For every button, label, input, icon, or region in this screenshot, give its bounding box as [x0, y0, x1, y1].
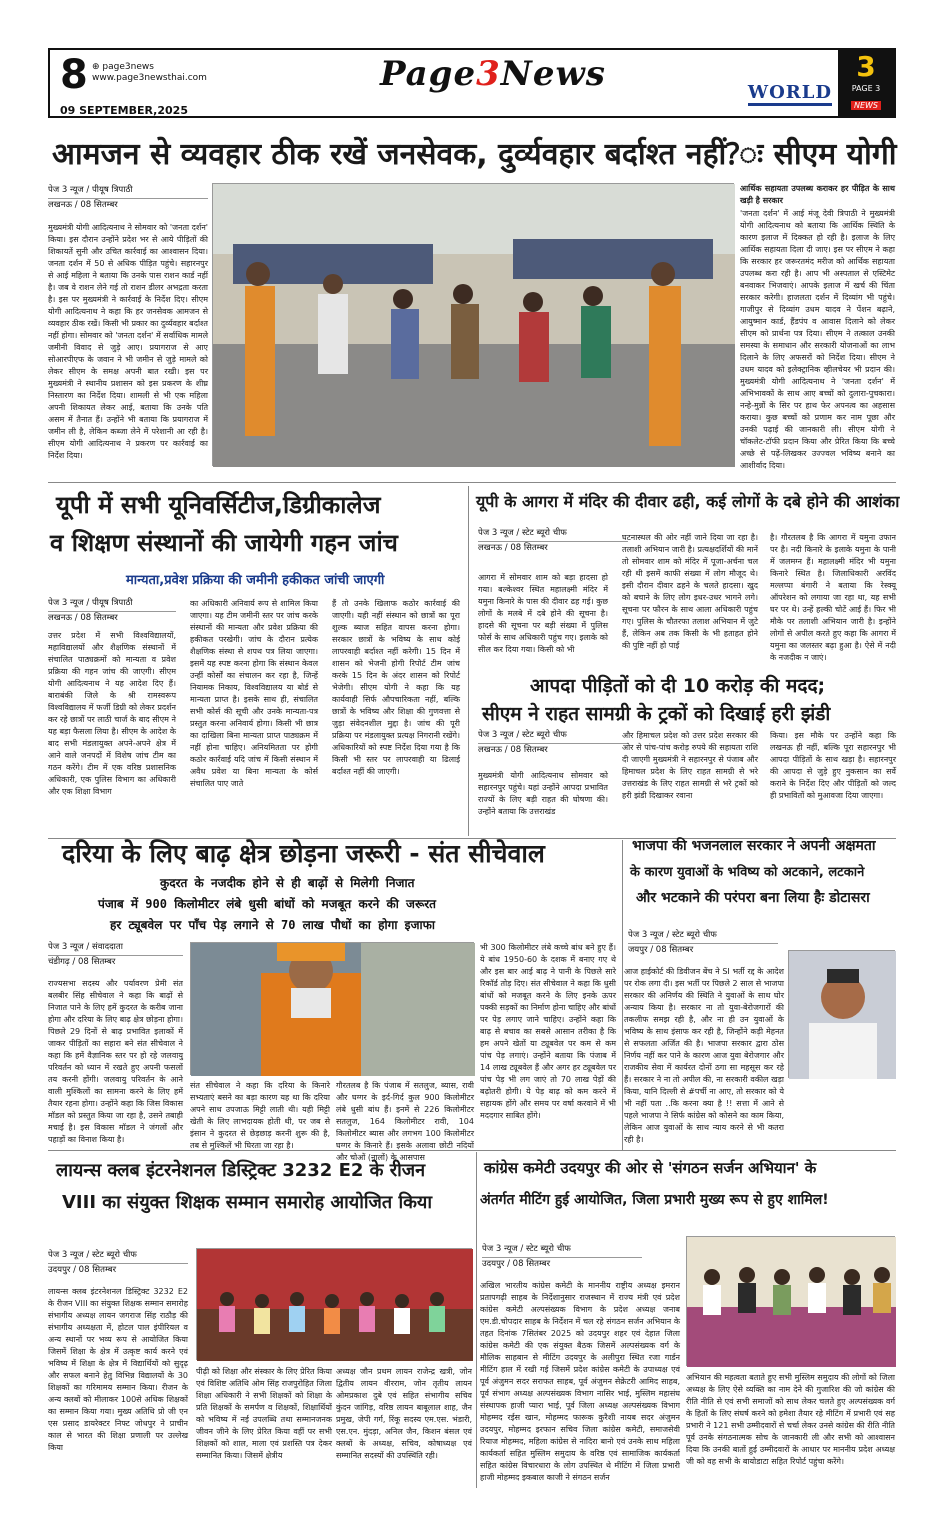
social-handle[interactable]: page3news — [102, 62, 154, 72]
story8-headline-2: अंतर्गत मीटिंग हुई आयोजित, जिला प्रभारी मुख्य रूप से हुए शामिल! — [480, 1192, 829, 1208]
story5-byline: पेज 3 न्यूज / संवाददाता चंडीगढ़ / 08 सितम्बर — [48, 942, 183, 968]
page-number: 8 — [60, 52, 88, 98]
column-divider — [476, 1152, 477, 1488]
story7-photo — [196, 1248, 472, 1360]
story5-col4: भी 300 किलोमीटर लंबे कच्चे बांध बने हुए हैं। ये बांध 1950-60 के दशक में बनाए गए थे और इस बार आई बाढ़ ने पानी के पिछले सारे रिकॉर्ड तोड़ दिए। संत सीचेवाल ने कहा कि धुसी बांधों को मजबूत करने के लिए इनके ऊपर पक्की सड़कों का निर्माण होना चाहिए और बांधों पर पेड़ लगाए जाने चाहिए। उन्होंने कहा कि बाढ़ से बचाव का सबसे आसान तरीका है कि हम अपने खेतों या ट्यूबवेल पर कम से कम पांच पेड़ लगाएं। उन्होंने बताया कि पंजाब में 14 लाख ट्यूबवेल हैं और अगर हर ट्यूबवेल पर पांच पेड़ भी लग जाएं तो 70 लाख पेड़ों की बढ़ोतरी होगी। ये पेड़ बाढ़ को कम करने में सहायक होंगे और समय पर वर्षा करवाने में भी मददगार साबित होंगे। — [480, 943, 617, 1120]
story5-col1: राज्यसभा सदस्य और पर्यावरण प्रेमी संत बलबीर सिंह सीचेवाल ने कहा कि बाढ़ों से निजात पाने के लिए हमें कुदरत के करीब जाना होगा और दरिया के लिए बाढ़ क्षेत्र छोड़ना होगा। पिछले 29 दिनों से बाढ़ प्रभावित इलाकों में जाकर पीड़ितों का सहारा बने संत सीचेवाल ने कहा कि हमें वैज्ञानिक स्तर पर हो रहे जलवायु परिवर्तन को ध्यान में रखते हुए अपनी फसलों तय करनी होंगी। जलवायु परिवर्तन के आने वाली मुश्किलों का सामना करने के लिए हमें तैयार रहना होगा। उन्होंने कहा कि जिस विकास मॉडल को प्रस्तुत किया जा रहा है, उसने तबाही मचाई है। इस विकास मॉडल ने जंगलों और पहाड़ों का विनाश किया है। — [48, 979, 183, 1144]
story1-body-left: मुख्यमंत्री योगी आदित्यनाथ ने सोमवार को 'जनता दर्शन' किया। इस दौरान उन्होंने प्रदेश भर से आये पीड़ितों की शिकायतें सुनी और उचित कार्रवाई का आश्वासन दिया। जनता दर्शन में 50 से अधिक पीड़ित पहुंचे। सहारनपुर से आई महिला ने बताया कि उनके पास राशन कार्ड नहीं है। जब वे राशन लेने गई तो राशन डीलर अभद्रता करता है। इस पर मुख्यमंत्री ने कार्रवाई के निर्देश दिए। सीएम योगी आदित्यनाथ ने कहा कि हर जनसेवक आमजन से व्यवहार ठीक रखें। किसी भी प्रकार का दुर्व्यवहार बर्दाश्त नहीं होगा। सोमवार को 'जनता दर्शन' में सर्वाधिक मामले जमीनी विवाद से जुड़े आए। प्रयागराज से आए सोआरपीएफ के जवान ने भी जमीन से जुड़े मामले को लेकर सीएम के समक्ष अपनी बात रखी। इस पर मुख्यमंत्री ने स्थानीय प्रशासन को इस प्रकरण के शीघ्र निस्तारण का निर्देश दिया। शामली से भी एक महिला अपनी शिकायत लेकर आई, बताया कि उनके पति असम में तैनात हैं। उन्होंने भी बताया कि प्रयागराज में जमीन ली है, लेकिन कब्जा लेने में परेशानी आ रही है। सीएम योगी आदित्यनाथ ने प्रकरण पर कार्रवाई का निर्देश दिया। — [48, 223, 208, 460]
story3-col2: घटनास्थल की ओर नहीं जाने दिया जा रहा है। तलाशी अभियान जारी है। प्रत्यक्षदर्शियों की मानें तो सोमवार शाम को मंदिर में पूजा-अर्चना चल रही थी इसमें काफी संख्या में लोग मौजूद थे। इसी दौरान दीवार ढहने के चलते हादसा। खुद को बचाने के लिए लोग इधर-उधर भागने लगे। सूचना पर फौरन के साथ आला अधिकारी पहुंच गए। पुलिस के चौतरफा तलाश अभियान में जुटे हैं, लेकिन अब तक किसी के भी हताहत होने की पुष्टि नहीं हो पाई — [622, 533, 758, 650]
story7-col2: पीढ़ी को शिक्षा और संस्कार के लिए प्रेरित किया एवं विशिष्ट अतिथि ओम सिंह राजपुरोहित जिला शिक्षा अधिकारी ने सभी शिक्षकों को शिक्षा के प्रति शिक्षकों के समर्पण व शिक्षकों, शिक्षार्थियों को भविष्य में नई उपलब्धि तथा सम्मानजनक जीवन जीने के लिए प्रेरित किया वहीं पर सभी शिक्षकों को शाल, माला एवं प्रशस्ति पत्र देकर सम्मानित किया। जिसमें क्षेत्रीय — [196, 1367, 332, 1460]
story1-right-intro: आर्थिक सहायता उपलब्ध कराकर हर पीड़ित के साथ खड़ी है सरकार — [740, 184, 895, 205]
story7-col1: लायन्स क्लब इंटरनेशनल डिस्ट्रिक्ट 3232 E2 के रीजन VIII का संयुक्त शिक्षक सम्मान समारोह संभागीय अध्यक्ष लायन जगराज सिंह राठौड़ की संभागीय अध्यक्षता में, होटल पाल इंपीरियल व अन्य स्थानों पर भव्य रूप से आयोजित किया जिसमें शिक्षा के क्षेत्र में उत्कृष्ट कार्य करने एवं भविष्य में शिक्षा के क्षेत्र में विद्यार्थियों को सुदृढ़ और सफल बनाने हेतु विभिन्न विद्यालयों के 30 शिक्षकों का गरिमामय सम्मान किया। रीजन के अन्य क्लबों को मीलाकर 100से अधिक शिक्षकों का सम्मान किया गया। मुख्य अतिथि प्रो जी एन एस प्रसाद डायरेक्टर निफ्ट जोधपुर ने प्राचीन काल से भारत की शिक्षा प्रणाली पर उल्लेख किया — [48, 1287, 188, 1452]
story3-headline: यूपी के आगरा में मंदिर की दीवार ढही, कई लोगों के दबे होने की आशंका — [476, 492, 900, 511]
story1-photo — [212, 183, 734, 466]
story6-byline: पेज 3 न्यूज / स्टेट ब्यूरो चीफ जयपुर / 08 सितम्बर — [628, 930, 778, 956]
story2-subhead: मान्यता,प्रवेश प्रक्रिया की जमीनी हकीकत जांची जाएगी — [126, 573, 385, 588]
story5-col2: संत सीचेवाल ने कहा कि दरिया के किनारे सभ्यताएं बसने का बड़ा कारण यह था कि दरिया अपने साथ उपजाऊ मिट्टी लाती थी। यही मिट्टी खेती के लिए लाभदायक होती थी, पर जब से इंसान ने कुदरत से छेड़छाड़ करनी शुरू की है, तब से मुश्किलें भी घिरता जा रहा है। — [190, 1081, 330, 1150]
story8-col2: अभियान की महत्वता बताते हुए सभी मुस्लिम समुदाय की लोगों को जिला अध्यक्ष के लिए ऐसे व्यक्ति का नाम देने की गुजारिश की जो कांग्रेस की रीति नीति से एवं सभी समाजों को साथ लेकर चलते हुए अल्पसंख्यक वर्ग के हितों के लिए संघर्ष करने को हमेशा तैयार रहे मीटिंग में प्रभारी एवं सह प्रभारी ने 121 सभी उम्मीदवारों से चर्चा लेकर उनसे कांग्रेस की रीति नीति पूर्व उनके संगठनात्मक सोच के जानकारी ली और सभी को आश्वासन दिया कि उनकी बातों हुई उम्मीदवारों के आधार पर माननीय प्रदेश अध्यक्ष जी को वह सभी के बायोडाटा सहित रिपोर्ट पहुंचा करेंगे। — [686, 1373, 895, 1466]
story8-col1: अखिल भारतीय कांग्रेस कमेटी के माननीय राष्ट्रीय अध्यक्ष इमरान प्रतापगढ़ी साहब के निर्देशानुसार राजस्थान में राज्य मंत्री एवं प्रदेश कांग्रेस कमेटी अल्पसंख्यक विभाग के प्रदेश अध्यक्ष जनाब एम.डी.चोपदार साहब के निर्देशन में चल रहे संगठन सर्जन अभियान के तहत दिनांक 7सितंबर 2025 को उदयपुर शहर एवं देहात जिला कांग्रेस कमेटी की एक संयुक्त बैठक जिसमें अल्पसंख्यक वर्ग के मौलिक साहबान से मीटिंग उदयपुर के अलीपुरा स्थित रजा गार्डन मीटिंग हाल में रखी गई जिसमें प्रदेश कांग्रेस कमेटी के उपाध्यक्ष एवं पूर्व अंजुमन सदर सराफत साहब, पूर्व अंजुमन सेक्रेटरी आमिद साहब, पूर्व संभाग अध्यक्ष अल्पसंख्यक विभाग नासिर भाई, मुस्लिम महासंघ संस्थापक हाजी प्यारा भाई, पूर्व जिला अध्यक्ष अल्पसंख्यक विभाग मोहम्मद रईस खान, मोहम्मद फारूक कुरैशी नायब सदर अंजुमन उदयपुर, मोहम्मद इरफान सचिव जिला कांग्रेस कमेटी, समाजसेवी रियाज मोहम्मद, महिला कांग्रेस से नादिरा बानो एवं उनके साथ महिला कार्यकर्ता सहित मुस्लिम समुदाय के वरिष्ठ एवं सामाजिक कार्यकर्ता सहित कांग्रेस विचारधारा के लोग उपस्थित थे मीटिंग में जिला प्रभारी हाजी मोहम्मद इकबाल काजी ने संगठन सर्जन — [480, 1281, 680, 1482]
story1-body-right: 'जनता दर्शन' में आई मंजू देवी त्रिपाठी ने मुख्यमंत्री योगी आदित्यनाथ को बताया कि आर्थिक स्थिति के कारण इलाज में दिक्कत हो रही है। इलाज के लिए आर्थिक सहायता दिला दी जाए। इस पर सीएम ने कहा कि सरकार हर जरूरतमंद मरीज को आर्थिक सहायता उपलब्ध करा रही है। आप भी अस्पताल से एस्टिमेट बनवाकर भिजवाएं। आपके इलाज में खर्च की चिंता सरकार करेगी। हाजलता दर्शन में दिव्यांग भी पहुंचे। गाजीपुर से दिव्यांग उधम यादव ने पेंशन बढ़ाने, आयुष्मान कार्ड, हैंडपंप व आवास दिलाने को लेकर सीएम को प्रार्थना पत्र दिया। सीएम ने तत्काल उनकी समस्या के समाधान और सरकारी योजनाओं का लाभ दिलाने के लिए अफसरों को निर्देश दिया। सीएम ने उधम यादव को इलेक्ट्रानिक व्हीलचेयर भी प्रदान की। मुख्यमंत्री योगी आदित्यनाथ ने 'जनता दर्शन' में अभिभावकों के साथ आए बच्चों को दुलारा-पुचकारा। नन्हे-मुन्नों के सिर पर हाथ फेर अपनत्व का अहसास कराया। कुछ बच्चों को प्रणाम कर नाम पूछा और उनकी पढ़ाई की जानकारी ली। सीएम योगी ने चॉकलेट-टॉफी प्रदान किया और प्रेरित किया कि बच्चे अच्छे से पढ़ें-लिखकर उज्ज्वल भविष्य बनाने का आशीर्वाद दिया। — [740, 209, 895, 470]
story6-headline-1: भाजपा की भजनलाल सरकार ने अपनी अक्षमता — [632, 838, 876, 854]
story4-byline: पेज 3 न्यूज / स्टेट ब्यूरो चीफ लखनऊ / 08 सितम्बर — [478, 730, 628, 756]
story2-headline-1: यूपी में सभी यूनिवर्सिटीज,डिग्रीकालेज — [56, 491, 381, 519]
divider — [48, 1150, 896, 1151]
story3-col3: है। गौरतलब है कि आगरा में यमुना उफान पर है। नदी किनारे के इलाके यमुना के पानी में जलमग्न हैं। महालक्ष्मी मंदिर भी यमुना किनारे स्थित है। जिलाधिकारी अरविंद मल्लप्पा बंगारी ने बताया कि रेस्क्यू ऑपरेशन को लगाया जा रहा था, यह सभी घर पर थे। उन्हें हल्की चोटें आई हैं। फिर भी मौके पर तलाशी अभियान जारी है। इन्होंने लोगों से अपील करते हुए कहा कि आगरा में यमुना का जलस्तर बढ़ा हुआ है। ऐसे में नदी के नजदीक न जाएं। — [770, 533, 896, 662]
column-divider — [468, 486, 469, 836]
story5-headline: दरिया के लिए बाढ़ क्षेत्र छोड़ना जरूरी - संत सीचेवाल — [62, 839, 545, 868]
newspaper-logo: Page3News — [380, 54, 606, 94]
social-icon: ⊕ — [92, 62, 103, 72]
divider — [48, 482, 896, 483]
story6-photo — [788, 950, 895, 1078]
story2-col1: उत्तर प्रदेश में सभी विश्वविद्यालयों, महाविद्यालयों और शैक्षणिक संस्थानों में संचालित पाठ्यक्रमों को मान्यता व प्रवेश प्रक्रिया की गहन जांच की जाएगी। सीएम योगी आदित्यनाथ ने यह आदेश दिए हैं। बाराबंकी जिले के श्री रामस्वरूप विश्वविद्यालय में फर्जी डिग्री को लेकर प्रदर्शन कर रहे छात्रों पर लाठी चार्ज के बाद सीएम ने यह बड़ा फैसला लिया है। सीएम के आदेश के बाद सभी मंडलायुक्त अपने-अपने क्षेत्र में आने वाले जनपदों में विशेष जांच टीम का गठन करेंगे। टीम में एक वरिष्ठ प्रशासनिक अधिकारी, एक पुलिस विभाग का अधिकारी और एक शिक्षा विभाग — [48, 631, 176, 796]
story4-headline-1: आपदा पीड़ितों को दी 10 करोड़ की मदद; — [530, 675, 826, 697]
masthead — [48, 48, 896, 118]
social-links — [92, 62, 207, 84]
story7-headline-2: VIII का संयुक्त शिक्षक सम्मान समारोह आयोजित किया — [62, 1192, 433, 1213]
story1-byline: पेज 3 न्यूज / पीयूष त्रिपाठी लखनऊ / 08 सितम्बर — [48, 185, 208, 211]
story5-col3: गौरतलब है कि पंजाब में सतलुज, ब्यास, रावी और घग्गर के इर्द-गिर्द कुल 900 किलोमीटर लंबे धुसी बांध हैं। इनमें से 226 किलोमीटर सतलुज, 164 किलोमीटर रावी, 104 किलोमीटर ब्यास और लगभग 100 किलोमीटर घग्गर के किनारे हैं। इसके अलावा छोटी नदियों और चोओं (नालों) के आसपास — [336, 1081, 474, 1162]
story6-body-top: आज हाईकोर्ट की डिवीजन बेंच ने SI भर्ती रद्द के आदेश पर रोक लगा दी। इस भर्ती पर पिछले 2 साल से भाजपा सरकार की अनिर्णय की स्थिति ने युवाओं के साथ घोर अन्याय किया है। सरकार ना तो युवा-बेरोजगारों की तकलीफ समझ रही है, और ना ही उन युवाओं के भविष्य के साथ इंसाफ कर रही है, जिन्होंने कड़ी मेहनत से सफलता अर्जित की है। भाजपा सरकार द्वारा ठोस निर्णय नहीं कर पाने के कारण आज युवा बेरोजगार और राजकीय सेवा में कार्यरत दोनों ठगा सा महसूस कर रहे हैं। सरकार ने ना तो अपील की, ना सरकारी वकील खड़ा किया, यानि दिल्ली से #पर्ची ना आए, तो सरकार को ये भी नहीं पता ..कि करना क्या है !! सत्ता में आने से पहले भाजपा ने सिर्फ कांग्रेस को कोसने का काम किया, लेकिन आज युवाओं के साथ न्याय करने से भी कतरा रही है। — [624, 967, 784, 1144]
story1-headline: आमजन से व्यवहार ठीक रखें जनसेवक, दुर्व्यवहार बर्दाश्त नहीं?ः सीएम योगी — [52, 137, 897, 172]
brand-badge: 3 PAGE 3 NEWS — [838, 50, 894, 116]
story5-sub3: हर ट्यूबवेल पर पाँच पेड़ लगाने से 70 लाख पौधों का होगा इजाफा — [110, 918, 435, 932]
story8-photo — [686, 1236, 895, 1366]
website-link[interactable]: www.page3newsthai.com — [92, 73, 207, 83]
story8-byline: पेज 3 न्यूज / स्टेट ब्यूरो चीफ उदयपुर / 08 सितम्बर — [482, 1244, 642, 1270]
column-divider — [622, 840, 623, 1150]
story7-headline-1: लायन्स क्लब इंटरनेशनल डिस्ट्रिक्ट 3232 E2 के रीजन — [56, 1160, 426, 1181]
story5-sub1: कुदरत के नजदीक होने से ही बाढ़ों से मिलेगी निजात — [160, 876, 415, 890]
section-label: WORLD — [748, 82, 832, 106]
story6-headline-3: और भटकाने की परंपरा बना लिया हैः डोटासरा — [636, 890, 870, 906]
story3-col1: आगरा में सोमवार शाम को बड़ा हादसा हो गया। बल्केश्वर स्थित महालक्ष्मी मंदिर में यमुना किनारे के पास की दीवार ढह गई। कुछ लोगों के मलबे में दबे होने की सूचना है। हादसे की सूचना पर बड़ी संख्या में पुलिस फोर्स के साथ अधिकारी पहुंच गए। इलाके को सील कर दिया गया। किसी को भी — [478, 573, 608, 654]
story3-byline: पेज 3 न्यूज / स्टेट ब्यूरो चीफ लखनऊ / 08 सितम्बर — [478, 528, 628, 554]
story2-headline-2: व शिक्षण संस्थानों की जायेगी गहन जांच — [50, 529, 398, 557]
story7-col3: अध्यक्ष जौन प्रथम लायन राजेन्द्र खत्री, जोन द्वितीय लायन वीरराम, जोन तृतीय लायन ओमप्रकाश दुबे एवं सहित संभागीय सचिव कुंदन जांगिड़, वरिष्ठ लायन बाबूलाल शाह, जैन प्रमुख, जेपी गर्ग, रिंकू सदस्य एम.एस. भंडारी, एस.एन. मुंदड़ा, अनिल जैन, किशन बंसल एवं क्लबों के अध्यक्ष, सचिव, कोषाध्यक्ष एवं सम्मानित सदस्यों की उपस्थिति रही। — [336, 1367, 472, 1460]
issue-date: 09 SEPTEMBER,2025 — [60, 104, 188, 117]
story2-col2: का अधिकारी अनिवार्य रूप से शामिल किया जाएगा। यह टीम जमीनी स्तर पर जांच करके संस्थानों की मान्यता और प्रवेश प्रक्रिया की हकीकत परखेगी। जांच के दौरान प्रत्येक शैक्षणिक संस्था से शपथ पत्र लिया जाएगा। इसमें यह स्पष्ट करना होगा कि संस्थान केवल उन्हीं कोर्सों का संचालन कर रहा है, जिन्हें नियामक निकाय, विश्वविद्यालय या बोर्ड से मान्यता प्राप्त है। इसके साथ ही, संचालित सभी कोर्स की सूची और उनके मान्यता-पत्र प्रस्तुत करना अनिवार्य होगा। किसी भी छात्र का दाखिला बिना मान्यता प्राप्त पाठ्यक्रम में नहीं होना चाहिए। अनियमितता पर होगी कठोर कार्रवाई यदि जांच में किसी संस्थान में अवैध प्रवेश या बिना मान्यता के कोर्स संचालित पाए जाते — [190, 599, 318, 788]
story8-headline-1: कांग्रेस कमेटी उदयपुर की ओर से 'संगठन सर्जन अभियान' के — [484, 1159, 817, 1177]
story4-col2: और हिमाचल प्रदेश को उत्तर प्रदेश सरकार की ओर से पांच-पांच करोड़ रुपये की सहायता राशि दी जाएगी मुख्यमंत्री ने सहारनपुर से पंजाब और हिमाचल प्रदेश के लिए राहत सामग्री से भरे उत्तराखंड के लिए राहत सामग्री से भरे ट्रकों को हरी झंडी दिखाकर रवाना — [622, 731, 758, 800]
story4-col3: किया। इस मौके पर उन्होंने कहा कि लखनऊ ही नहीं, बल्कि पूरा सहारनपुर भी आपदा पीड़ितों के साथ खड़ा है। सहारनपुर की आपदा से जुड़े हुए नुकसान का सर्वे कराने के निर्देश दिए और पीड़ितों को जल्द ही प्रभावितों को मुआवजा दिया जाएगा। — [770, 731, 896, 800]
story5-sub2: पंजाब में 900 किलोमीटर लंबे धुसी बांधों को मजबूत करने की जरूरत — [98, 897, 437, 911]
story7-byline: पेज 3 न्यूज / स्टेट ब्यूरो चीफ उदयपुर / 08 सितम्बर — [48, 1250, 188, 1276]
story6-headline-2: के कारण युवाओं के भविष्य को अटकाने, लटकाने — [630, 865, 865, 880]
story4-col1: मुख्यमंत्री योगी आदित्यनाथ सोमवार को सहारनपुर पहुंचे। यहां उन्होंने आपदा प्रभावित राज्यों के लिए बड़ी राहत की घोषणा की। उन्होंने बताया कि उत्तराखंड — [478, 771, 608, 816]
story4-headline-2: सीएम ने राहत सामग्री के ट्रकों को दिखाई हरी झंडी — [482, 703, 831, 725]
story5-photo — [190, 942, 474, 1075]
story2-col3: हैं तो उनके खिलाफ कठोर कार्रवाई की जाएगी। यही नहीं संस्थान को छात्रों का पूरा शुल्क ब्याज सहित वापस करना होगा। सरकार छात्रों के भविष्य के साथ कोई लापरवाही बर्दाश्त नहीं करेगी। 15 दिन में शासन को भेजनी होगी रिपोर्ट टीम जांच करके 15 दिन के अंदर शासन को रिपोर्ट भेजेगी। सीएम योगी ने कहा कि यह कार्यवाही सिर्फ औपचारिकता नहीं, बल्कि छात्रों के भविष्य और शिक्षा की गुणवत्ता से जुड़ा संवेदनशील मुद्दा है। जांच की पूरी प्रक्रिया पर मंडलायुक्त प्रत्यक्ष निगरानी रखेंगे। अधिकारियों को स्पष्ट निर्देश दिया गया है कि किसी भी स्तर पर लापरवाही या ढिलाई बर्दाश्त नहीं की जाएगी। — [332, 599, 460, 776]
story2-byline: पेज 3 न्यूज / पीयूष त्रिपाठी लखनऊ / 08 सितम्बर — [48, 598, 176, 624]
